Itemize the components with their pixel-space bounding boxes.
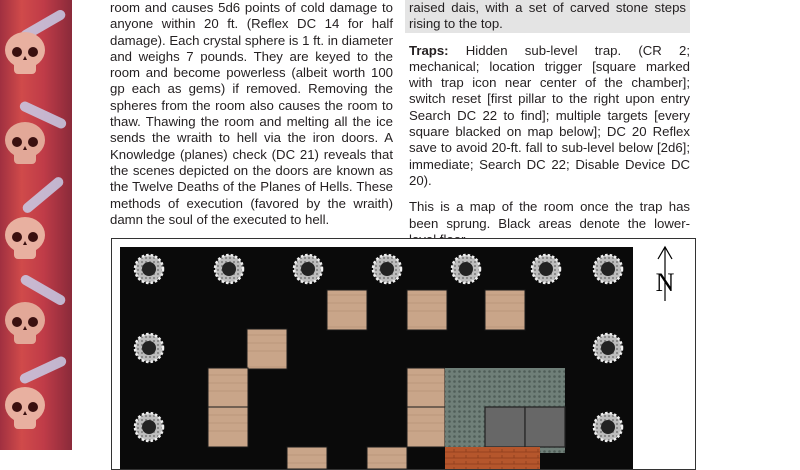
- traps-paragraph: [409, 43, 690, 190]
- stone-steps: [445, 447, 540, 469]
- map-intro-paragraph: This is a map of the room once the trap has been sprung. Black areas denote the lower-: [409, 199, 690, 231]
- wraith-room-paragraph: room and causes 5d6 points of cold damage to anyone within 20 ft. (Reflex DC 14 for half damage). Each crystal sphere is 1 ft. in diameter and weighs 7 pounds. They are keyed to the room and become powerless (albeit worth 100 gp each as gems) if removed. Removing the spheres from the room also causes the room to thaw. Thawing the room and melting all the ice sends the wraith to hell via the iron doors. A Knowledge (planes) check (DC 21) reveals that the scenes depicted on the doors are known as the Twelve Deaths of the Planes of Hells. These methods of execution (favored by the wraith) damn the soul of the executed to hell.: [110, 0, 393, 227]
- traps-label: Traps:: [409, 42, 449, 58]
- right-text-column: [409, 0, 690, 248]
- skull-icon: [2, 300, 48, 350]
- skull-icon: [2, 120, 48, 170]
- trap-room-map: [111, 238, 696, 470]
- compass-north-icon: [656, 247, 675, 301]
- raised-dais: [445, 368, 565, 453]
- left-text-column: [110, 0, 393, 228]
- dais-description-shaded: raised dais, with a set of carved stone steps rising to the top.: [405, 0, 690, 33]
- decorative-skull-border: [0, 0, 72, 450]
- traps-text: Hidden sub-level trap. (CR 2; mechanical; location trigger [square marked with trap icon near center of the chamber]; switch reset [first pillar to the right upon entry Search DC 22 to find]; multiple targets [every square blacked on map below]; DC 20 Reflex save to avoid 20-ft. fall to sub-level below [2d6]; immediate; Search DC 22; Disable Device DC 20).: [409, 42, 690, 188]
- skull-icon: [2, 30, 48, 80]
- map-drawing: [112, 239, 695, 469]
- skull-icon: [2, 385, 48, 435]
- skull-icon: [2, 215, 48, 265]
- compass-label: N: [655, 268, 675, 297]
